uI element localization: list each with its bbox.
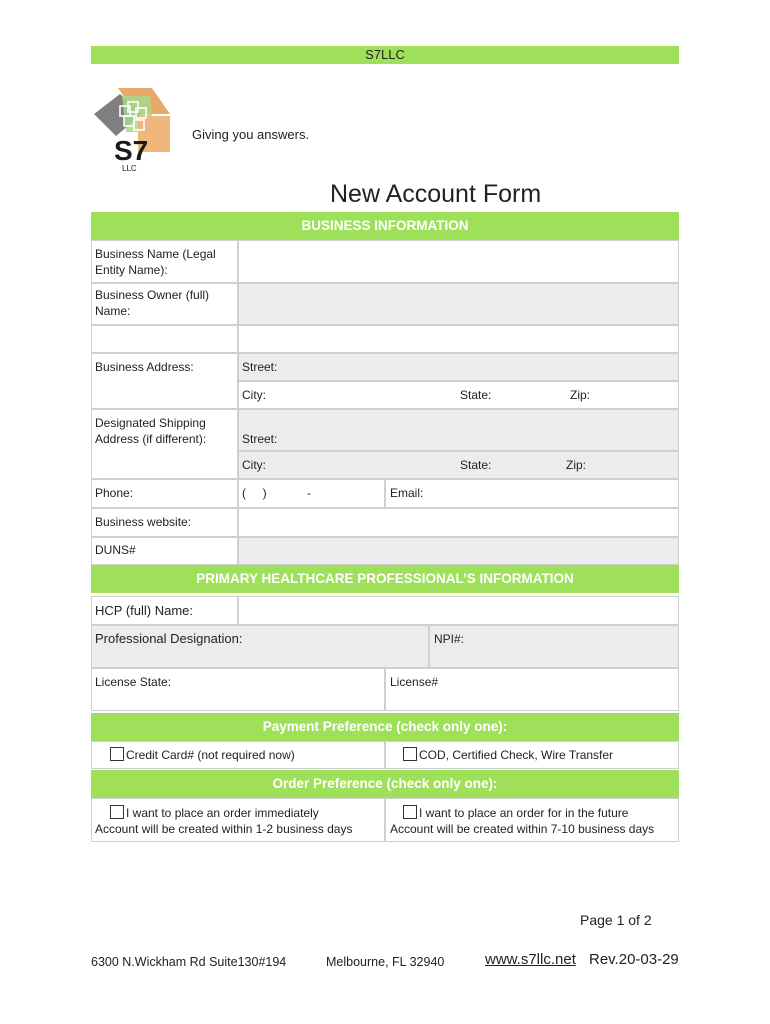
page-title: New Account Form bbox=[330, 180, 542, 208]
order-future-checkbox[interactable] bbox=[403, 805, 417, 819]
spacer-label-cell bbox=[91, 325, 238, 353]
city-label: City: bbox=[242, 388, 266, 402]
business-owner-field[interactable] bbox=[238, 283, 679, 325]
business-name-label: Business Name (Legal Entity Name): bbox=[95, 247, 216, 277]
logo-subtext: LLC bbox=[122, 164, 137, 173]
payment-section-header: Payment Preference (check only one): bbox=[91, 713, 679, 741]
phone-dash: - bbox=[307, 486, 311, 500]
license-number-label: License# bbox=[390, 675, 439, 689]
revision-number: Rev.20-03-29 bbox=[589, 951, 679, 968]
shipping-city-label: City: bbox=[242, 458, 266, 472]
shipping-address-label: Designated Shipping Address (if different): bbox=[95, 416, 207, 446]
order-immediate-text: I want to place an order immediately bbox=[126, 806, 319, 820]
license-state-label: License State: bbox=[95, 675, 172, 689]
company-logo bbox=[92, 86, 172, 178]
order-future-line1 bbox=[403, 805, 628, 821]
phone-area-code: ( ) bbox=[242, 486, 267, 500]
footer-website-link[interactable]: www.s7llc.net bbox=[485, 951, 576, 968]
order-future-text: I want to place an order for in the future bbox=[419, 806, 629, 820]
payment-cod-label bbox=[403, 747, 613, 763]
footer-city: Melbourne, FL 32940 bbox=[326, 955, 445, 969]
page-number: Page 1 of 2 bbox=[580, 912, 652, 928]
business-owner-label: Business Owner (full) Name: bbox=[95, 288, 210, 318]
zip-label: Zip: bbox=[570, 388, 591, 402]
cod-text: COD, Certified Check, Wire Transfer bbox=[419, 748, 614, 762]
order-immediate-line2: Account will be created within 1-2 business days bbox=[95, 822, 353, 836]
business-city-state-zip-field[interactable] bbox=[238, 381, 679, 409]
business-name-field[interactable] bbox=[238, 240, 679, 283]
email-field[interactable] bbox=[385, 479, 679, 508]
spacer-field-cell bbox=[238, 325, 679, 353]
npi-field[interactable] bbox=[429, 625, 679, 668]
footer-address: 6300 N.Wickham Rd Suite130#194 bbox=[91, 955, 287, 969]
order-immediate-checkbox[interactable] bbox=[110, 805, 124, 819]
duns-label: DUNS# bbox=[95, 543, 136, 557]
business-section-header: BUSINESS INFORMATION bbox=[91, 212, 679, 240]
credit-card-checkbox[interactable] bbox=[110, 747, 124, 761]
shipping-city-state-zip-field[interactable] bbox=[238, 451, 679, 479]
business-address-label: Business Address: bbox=[95, 360, 194, 374]
logo-text: S7 bbox=[114, 135, 149, 166]
hcp-name-label: HCP (full) Name: bbox=[95, 603, 194, 618]
professional-designation-label: Professional Designation: bbox=[95, 631, 243, 646]
duns-field[interactable] bbox=[238, 537, 679, 565]
credit-card-text: Credit Card# (not required now) bbox=[126, 748, 295, 762]
cod-checkbox[interactable] bbox=[403, 747, 417, 761]
website-field[interactable] bbox=[238, 508, 679, 537]
hcp-section-header: PRIMARY HEALTHCARE PROFESSIONAL’S INFORMATION bbox=[91, 565, 679, 593]
phone-label: Phone: bbox=[95, 486, 134, 500]
payment-credit-card-label bbox=[110, 747, 295, 763]
order-section-header: Order Preference (check only one): bbox=[91, 770, 679, 798]
company-banner: S7LLC bbox=[91, 46, 679, 64]
email-label: Email: bbox=[390, 486, 424, 500]
shipping-street-field[interactable] bbox=[238, 409, 679, 451]
street-label: Street: bbox=[242, 360, 278, 374]
state-label: State: bbox=[460, 388, 492, 402]
hcp-name-field[interactable] bbox=[238, 596, 679, 625]
order-immediate-line1 bbox=[110, 805, 319, 821]
tagline: Giving you answers. bbox=[192, 127, 310, 142]
order-future-line2: Account will be created within 7-10 business days bbox=[390, 822, 655, 836]
shipping-street-label: Street: bbox=[242, 432, 278, 446]
shipping-zip-label: Zip: bbox=[566, 458, 587, 472]
website-label: Business website: bbox=[95, 515, 192, 529]
business-street-field[interactable] bbox=[238, 353, 679, 381]
npi-label: NPI#: bbox=[434, 632, 465, 646]
shipping-state-label: State: bbox=[460, 458, 492, 472]
